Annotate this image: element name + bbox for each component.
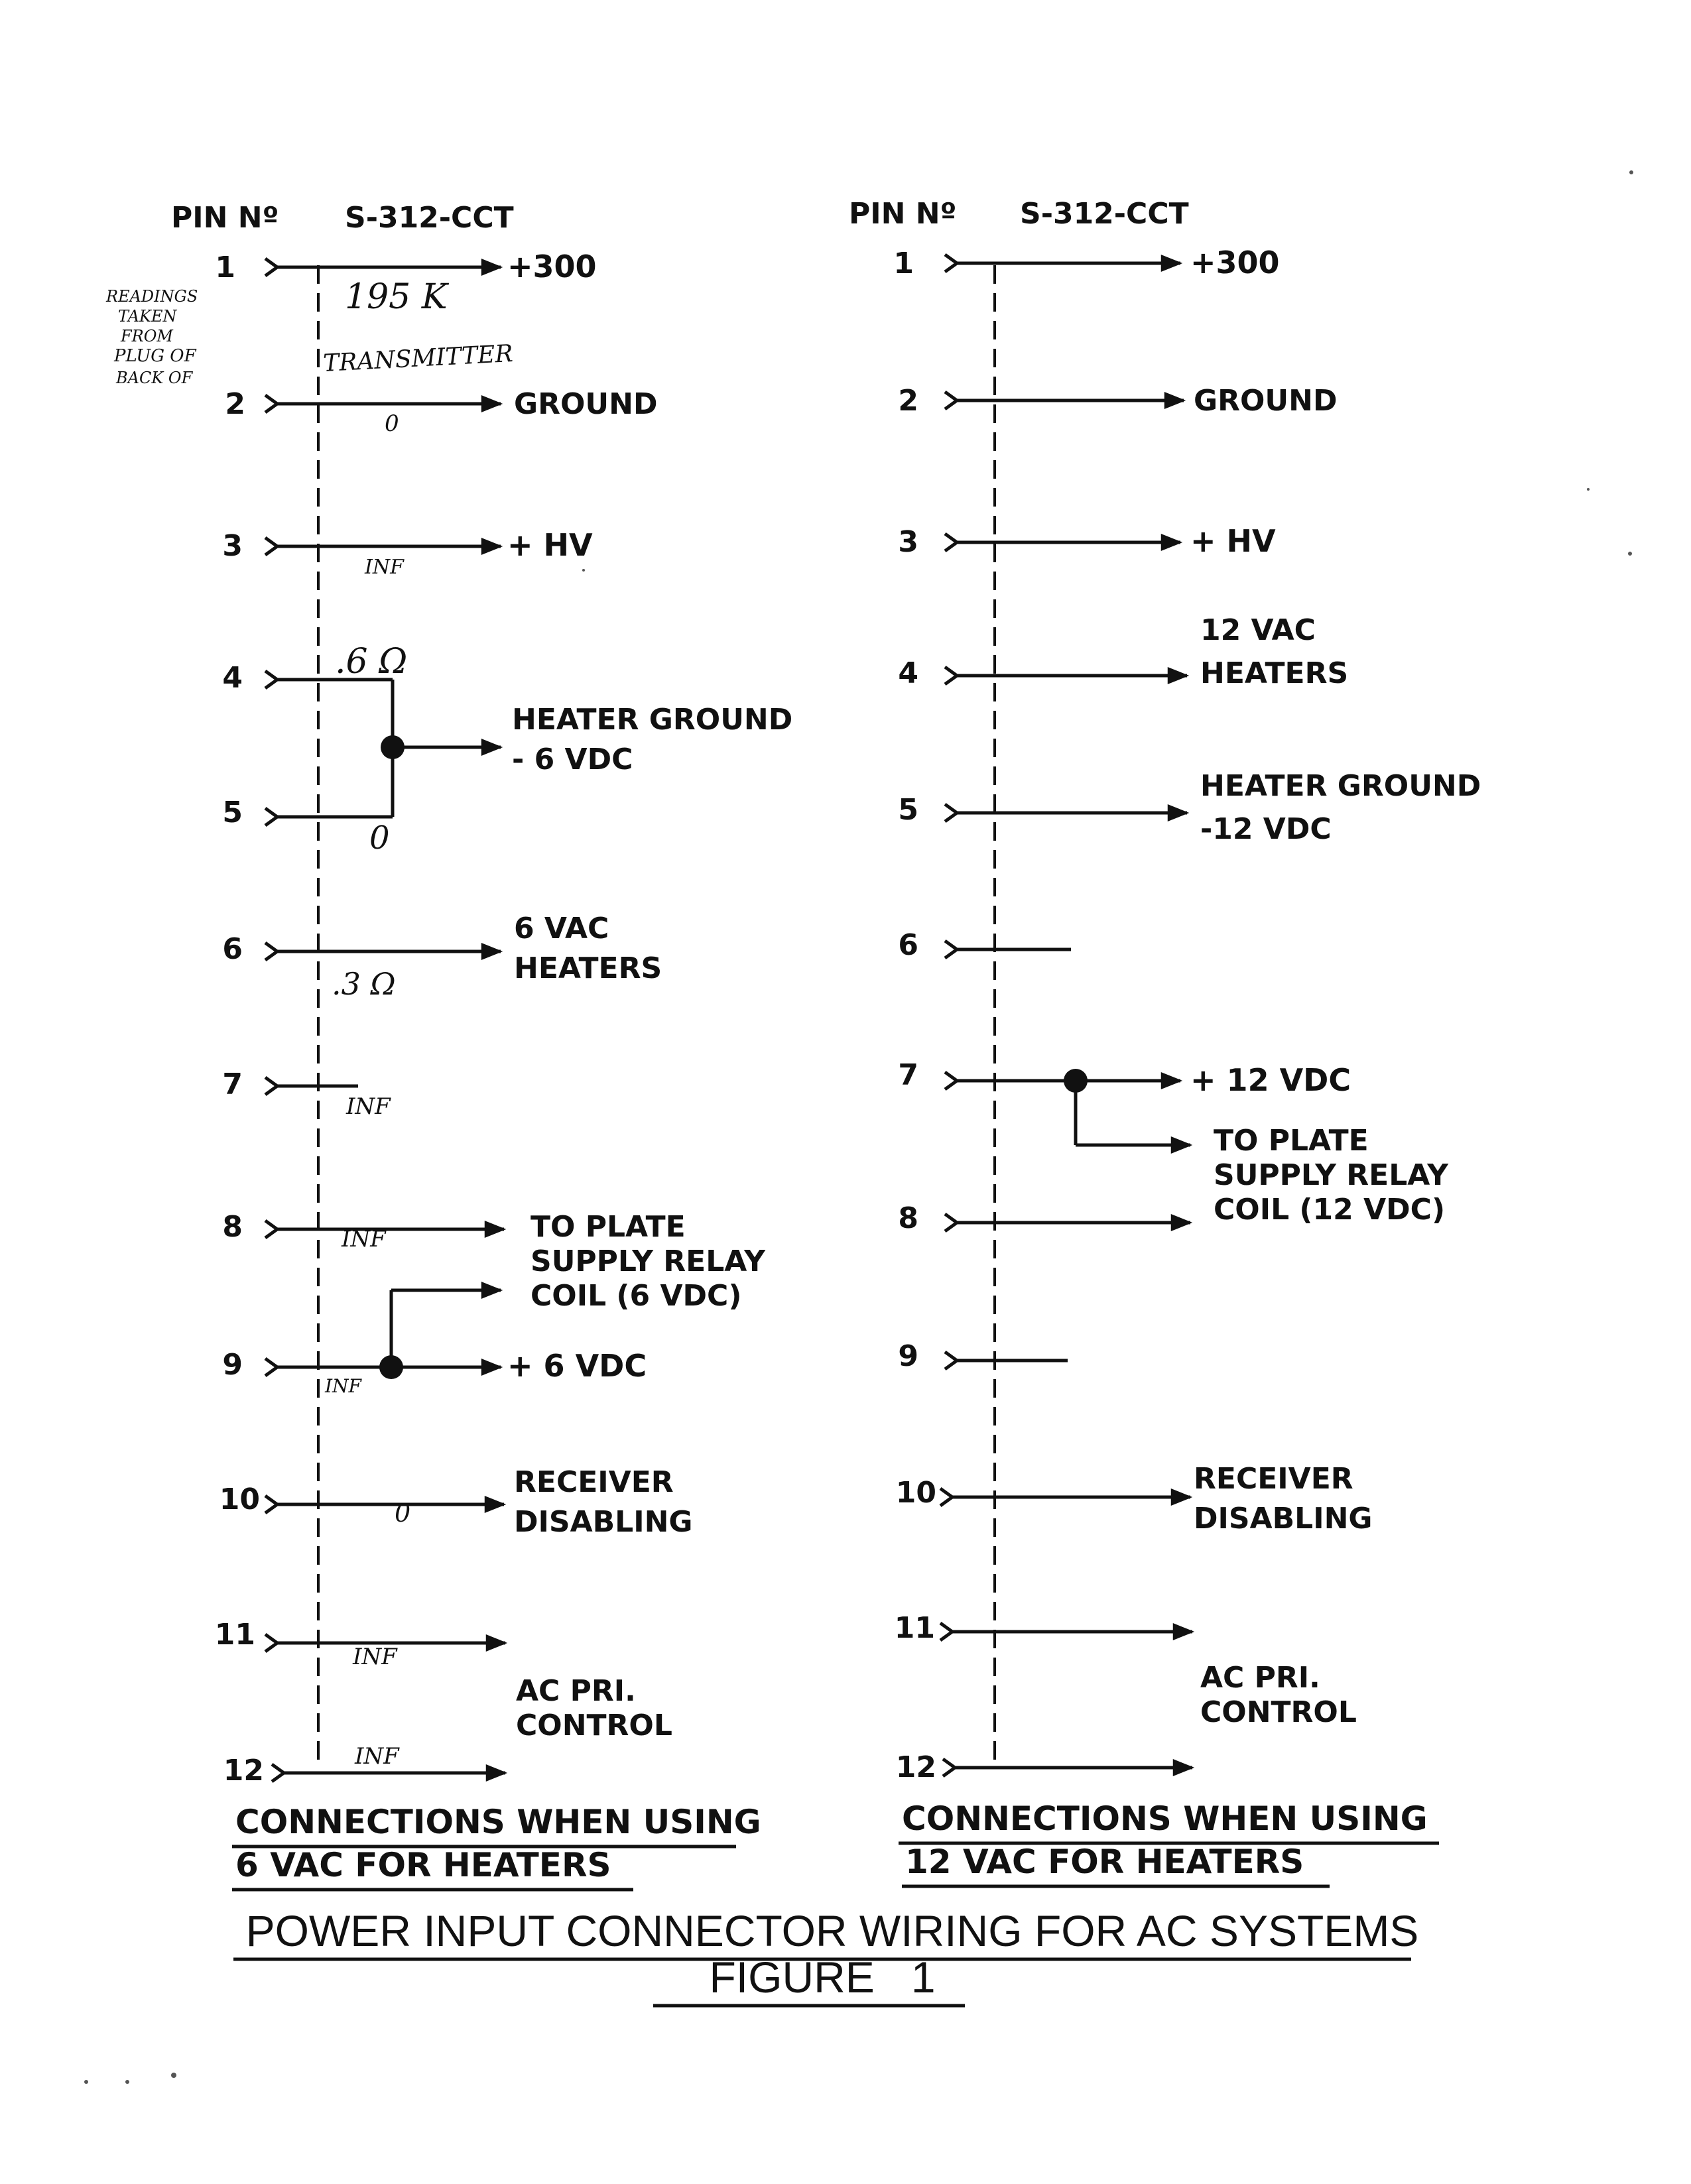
signal-label: + 12 VDC [1190,1062,1351,1098]
reading-pin-6: .3 Ω [332,966,396,1002]
pin-chevron [945,255,957,272]
pin-chevron [945,804,957,821]
right-pin-number: 3 [898,525,918,559]
signal-label: +300 [507,249,597,284]
signal-label: + 6 VDC [507,1348,647,1384]
signal-label: AC PRI. [1200,1661,1320,1695]
pin-chevron [272,1764,284,1782]
pin-chevron [945,534,957,551]
pin-chevron [945,941,957,958]
right-pin-number: 4 [898,656,918,690]
margin-note: FROM [121,327,173,345]
right-pin-numbers [893,247,936,1784]
speck [1629,170,1633,174]
signal-label: 12 VAC [1200,613,1316,647]
right-caption-line-1: CONNECTIONS WHEN USING [902,1799,1428,1838]
signal-label: HEATER GROUND [1200,769,1481,803]
pin-chevron [265,259,277,276]
left-connector-header: S-312-CCT [345,201,514,235]
left-pin-number: 5 [222,796,243,829]
right-signal-labels [1190,245,1481,1729]
right-pin-number: 1 [893,247,914,280]
pin-chevron [940,1488,952,1506]
margin-note: TAKEN [118,307,177,326]
speck [1628,552,1632,556]
left-caption-line-1: CONNECTIONS WHEN USING [235,1803,761,1841]
right-pin-number: 10 [895,1476,936,1510]
left-pin-number: 11 [214,1618,255,1652]
left-pin-number: 12 [223,1754,264,1788]
reading-pin-8: INF [342,1226,386,1252]
left-pin-number: 4 [222,661,243,695]
signal-label: HEATERS [1200,656,1349,690]
signal-label: + HV [1190,523,1276,559]
right-connector-header: S-312-CCT [1020,197,1189,231]
right-pin-number: 12 [895,1750,936,1784]
left-pin-number: 7 [222,1067,243,1101]
reading-transmitter: TRANSMITTER [322,340,514,377]
pin-chevron [265,538,277,555]
signal-label: - 6 VDC [512,743,633,776]
left-panel [105,201,792,1890]
right-panel [849,197,1481,1886]
signal-label: +300 [1190,245,1280,280]
reading-pin-3: INF [365,556,404,579]
left-pin-numbers [215,251,264,1788]
pin-chevron [940,1623,952,1640]
scan-specks [84,170,1633,2084]
right-pin-number: 9 [898,1339,918,1373]
signal-label: GROUND [1194,384,1338,418]
left-pin-number: 1 [215,251,235,284]
margin-note: BACK OF [116,369,193,387]
margin-note: READINGS [106,287,198,306]
reading-pin-2: 0 [385,410,399,437]
left-pin-number: 2 [225,387,245,421]
right-pin-number: 5 [898,793,918,827]
speck [84,2080,88,2084]
signal-label: -12 VDC [1200,812,1332,846]
speck [125,2080,129,2084]
reading-pin-7: INF [346,1093,391,1120]
pin-chevron [265,943,277,960]
signal-label: SUPPLY RELAY [531,1244,765,1278]
left-pin-wires [265,259,505,1782]
pin-chevron [265,671,277,688]
right-pin-number: 11 [894,1611,935,1645]
pin-chevron [945,667,957,684]
pin-chevron [265,1359,277,1376]
signal-label: RECEIVER [1194,1462,1353,1496]
right-pin-header: PIN Nº [849,197,957,231]
pin-chevron [945,1072,957,1089]
signal-label: COIL (12 VDC) [1214,1193,1446,1227]
left-pin-header: PIN Nº [171,201,279,235]
signal-label: DISABLING [1194,1502,1373,1536]
margin-note: PLUG OF [114,346,196,366]
signal-label: RECEIVER [514,1465,674,1499]
pin-chevron [265,395,277,412]
reading-pin-5: 0 [369,819,390,857]
speck [171,2073,176,2078]
pin-chevron [945,392,957,409]
signal-label: SUPPLY RELAY [1214,1158,1448,1192]
figure-title: POWER INPUT CONNECTOR WIRING FOR AC SYSTEMS [245,1906,1419,1955]
right-pin-number: 2 [898,384,918,418]
left-handwritten-notes [105,277,514,1770]
pin-chevron [265,808,277,825]
speck [1587,488,1590,491]
signal-label: DISABLING [514,1505,693,1539]
left-pin-number: 10 [219,1483,260,1516]
speck [582,569,585,572]
pin-chevron [945,1352,957,1369]
left-pin-number: 9 [222,1348,243,1382]
pin-chevron [265,1221,277,1238]
reading-pin-10: 0 [395,1498,411,1528]
left-pin-number: 3 [222,529,243,563]
pin-chevron [945,1214,957,1231]
left-pin-number: 8 [222,1210,243,1244]
figure-number: FIGURE 1 [709,1953,936,2002]
right-pin-number: 8 [898,1201,918,1235]
right-pin-number: 7 [898,1058,918,1092]
signal-label: GROUND [514,387,658,421]
pin-chevron [265,1077,277,1095]
signal-label: COIL (6 VDC) [531,1279,742,1313]
left-signal-labels [507,249,792,1742]
reading-pin-1: 195 K [345,277,448,317]
left-pin-number: 6 [222,932,243,966]
signal-label: + HV [507,527,593,563]
reading-pin-4: .6 Ω [335,642,408,682]
pin-chevron [943,1759,955,1776]
right-pin-number: 6 [898,928,918,962]
signal-label: TO PLATE [531,1210,686,1244]
left-caption-line-2: 6 VAC FOR HEATERS [235,1846,611,1884]
pin-chevron [265,1496,277,1513]
signal-label: CONTROL [1200,1695,1357,1729]
right-caption-line-2: 12 VAC FOR HEATERS [905,1843,1304,1881]
reading-pin-11: INF [353,1644,397,1670]
signal-label: HEATER GROUND [512,703,793,737]
signal-label: 6 VAC [514,912,609,945]
signal-label: TO PLATE [1214,1124,1369,1158]
pin-chevron [265,1634,277,1652]
reading-pin-12: INF [355,1743,399,1770]
reading-pin-9: INF [325,1375,361,1397]
right-pin-wires [940,255,1192,1776]
figure-caption [233,1906,1418,2006]
signal-label: CONTROL [516,1709,672,1742]
signal-label: HEATERS [514,951,662,985]
signal-label: AC PRI. [516,1674,636,1708]
